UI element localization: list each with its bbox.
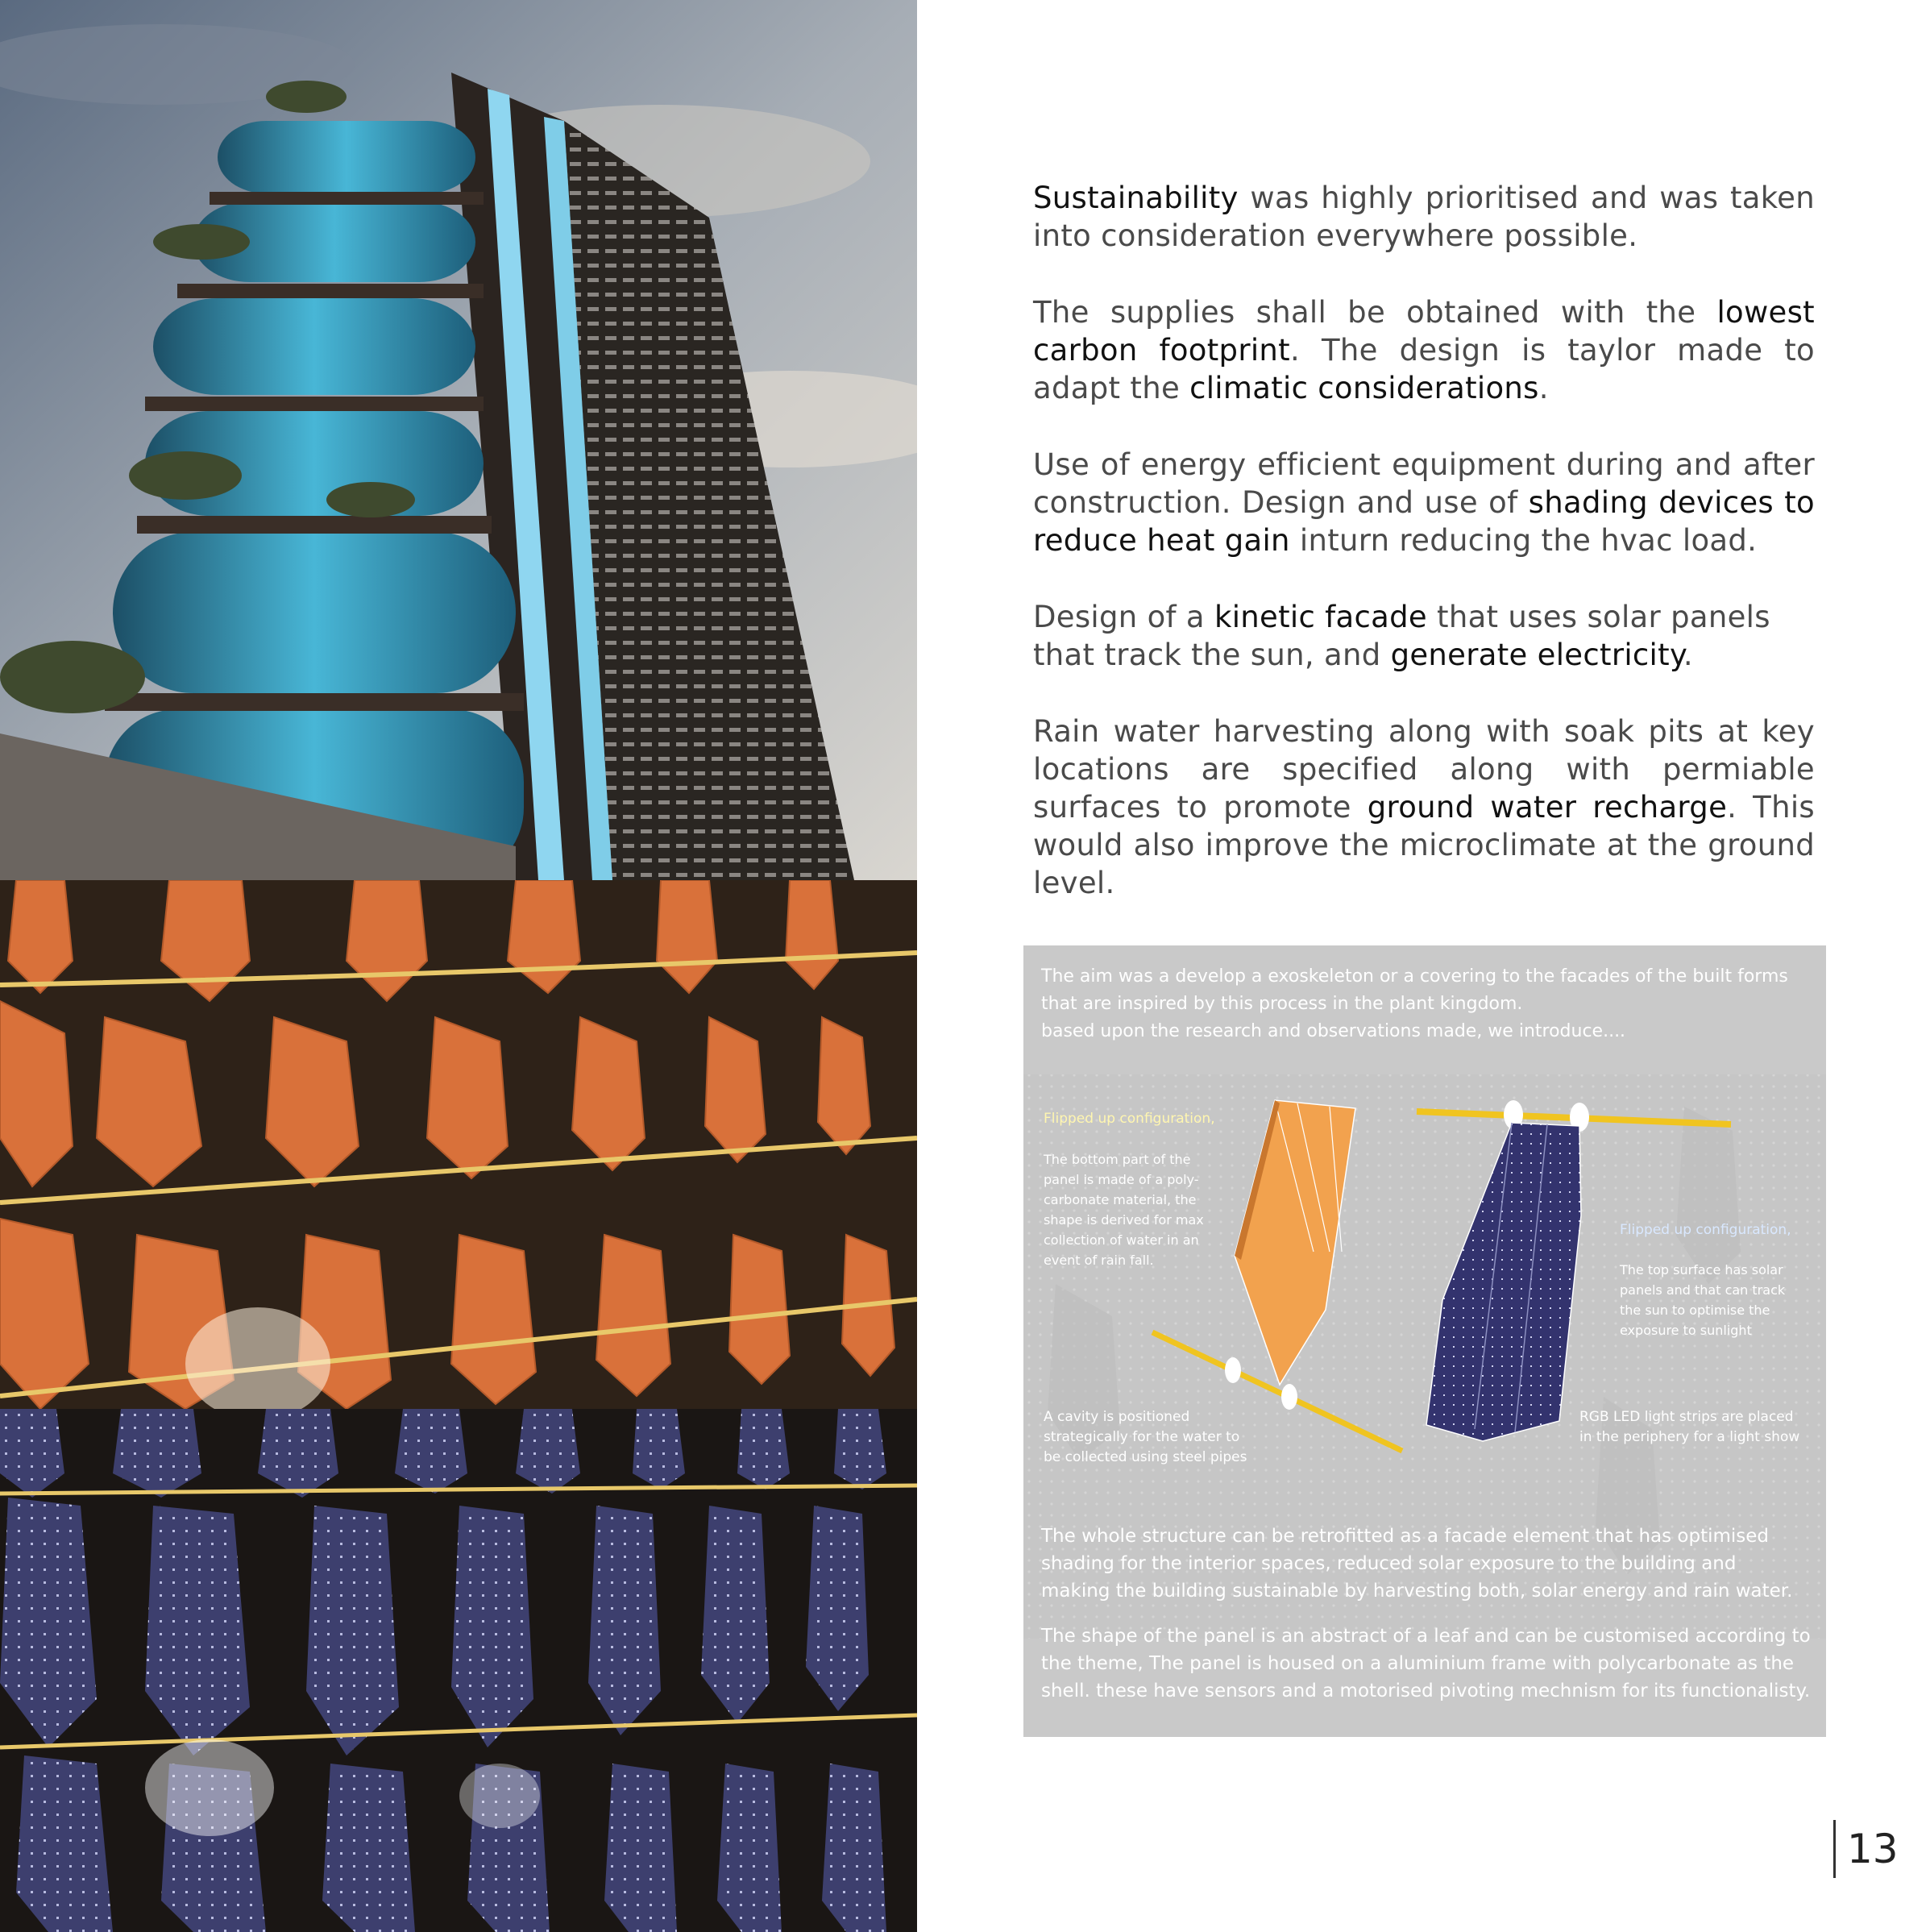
highlight-kinetic: kinetic facade [1214,600,1427,634]
kinetic-panel-diagram [1023,945,1826,1737]
panel-intro [1041,963,1807,1045]
solar-panel-facade-image [0,1409,917,1932]
led-note: RGB LED light strips are placed in the periphery for a light show [1579,1409,1800,1445]
highlight-lowest-carbon: lowest carbon footprint [1033,295,1815,368]
text-run: inturn reducing the hvac load. [1289,523,1758,558]
highlight-electricity: generate electricity [1390,638,1683,672]
text-run: . [1683,638,1693,672]
left-config-title: Flipped up configuration, [1044,1111,1215,1127]
left-config-body: The bottom part of the panel is made of a poly-carbonate material, the shape is derived for max collection of water in an event of rain fall. [1044,1152,1204,1268]
panel-summary-1: The whole structure can be retrofitted as a facade element that has optimised shading for the interior spaces, reduced solar exposure to the building and making the building sustainable by harvesting both, solar energy and rain water. [1041,1526,1793,1602]
paragraph-supplies [1033,293,1815,407]
cavity-note: A cavity is positioned strategically for the water to be collected using steel pipes [1044,1409,1247,1465]
text-run: Use of energy efficient equipment during and after construction. Design and use of [1033,447,1815,520]
highlight-sustainability: Sustainability [1033,181,1239,215]
sustainability-text [1033,179,1815,941]
text-run: that uses solar panels that track the sun, and [1033,600,1770,672]
highlight-climatic: climatic considerations [1189,371,1539,405]
paragraph-energy [1033,446,1815,559]
highlight-ground-water: ground water recharge [1367,790,1728,825]
page-number: 13 [1847,1826,1899,1872]
paragraph-rain-water [1033,713,1815,902]
intro-line-3: based upon the research and observations made, we introduce.... [1041,1021,1626,1041]
text-run: . [1538,371,1549,405]
highlight-shading: shading devices to reduce heat gain [1033,485,1815,558]
right-config-body: The top surface has solar panels and that can track the sun to optimise the exposure to sunlight [1620,1262,1786,1338]
text-run: . The design is taylor made to adapt the [1033,333,1815,405]
text-run: was highly prioritised and was taken into consideration everywhere possible. [1033,181,1815,253]
intro-line-2: that are inspired by this process in the plant kingdom. [1041,994,1523,1014]
page-number-divider [1833,1820,1836,1878]
paragraph-sustainability [1033,179,1815,255]
panel-illustration [1023,945,1826,1737]
panel-summary-2: The shape of the panel is an abstract of a leaf and can be customised according to the theme, The panel is housed on a aluminium frame with polycarbonate as the shell. these have sensors and a motorised pivoting mechnism for its functionalisty. [1041,1626,1811,1701]
right-config-title: Flipped up configuration, [1620,1222,1791,1238]
text-run: . This would also improve the microclimate at the ground level. [1033,790,1815,900]
text-run: Design of a [1033,600,1214,634]
text-run: Rain water harvesting along with soak pits at key locations are specified along with permiable surfaces to promote [1033,714,1815,825]
text-run: The supplies shall be obtained with the [1033,295,1717,330]
paragraph-kinetic [1033,598,1815,674]
building-render-image [0,0,917,880]
orange-panel-facade-image [0,880,917,1409]
intro-line-1: The aim was a develop a exoskeleton or a covering to the facades of the built forms [1041,966,1788,987]
